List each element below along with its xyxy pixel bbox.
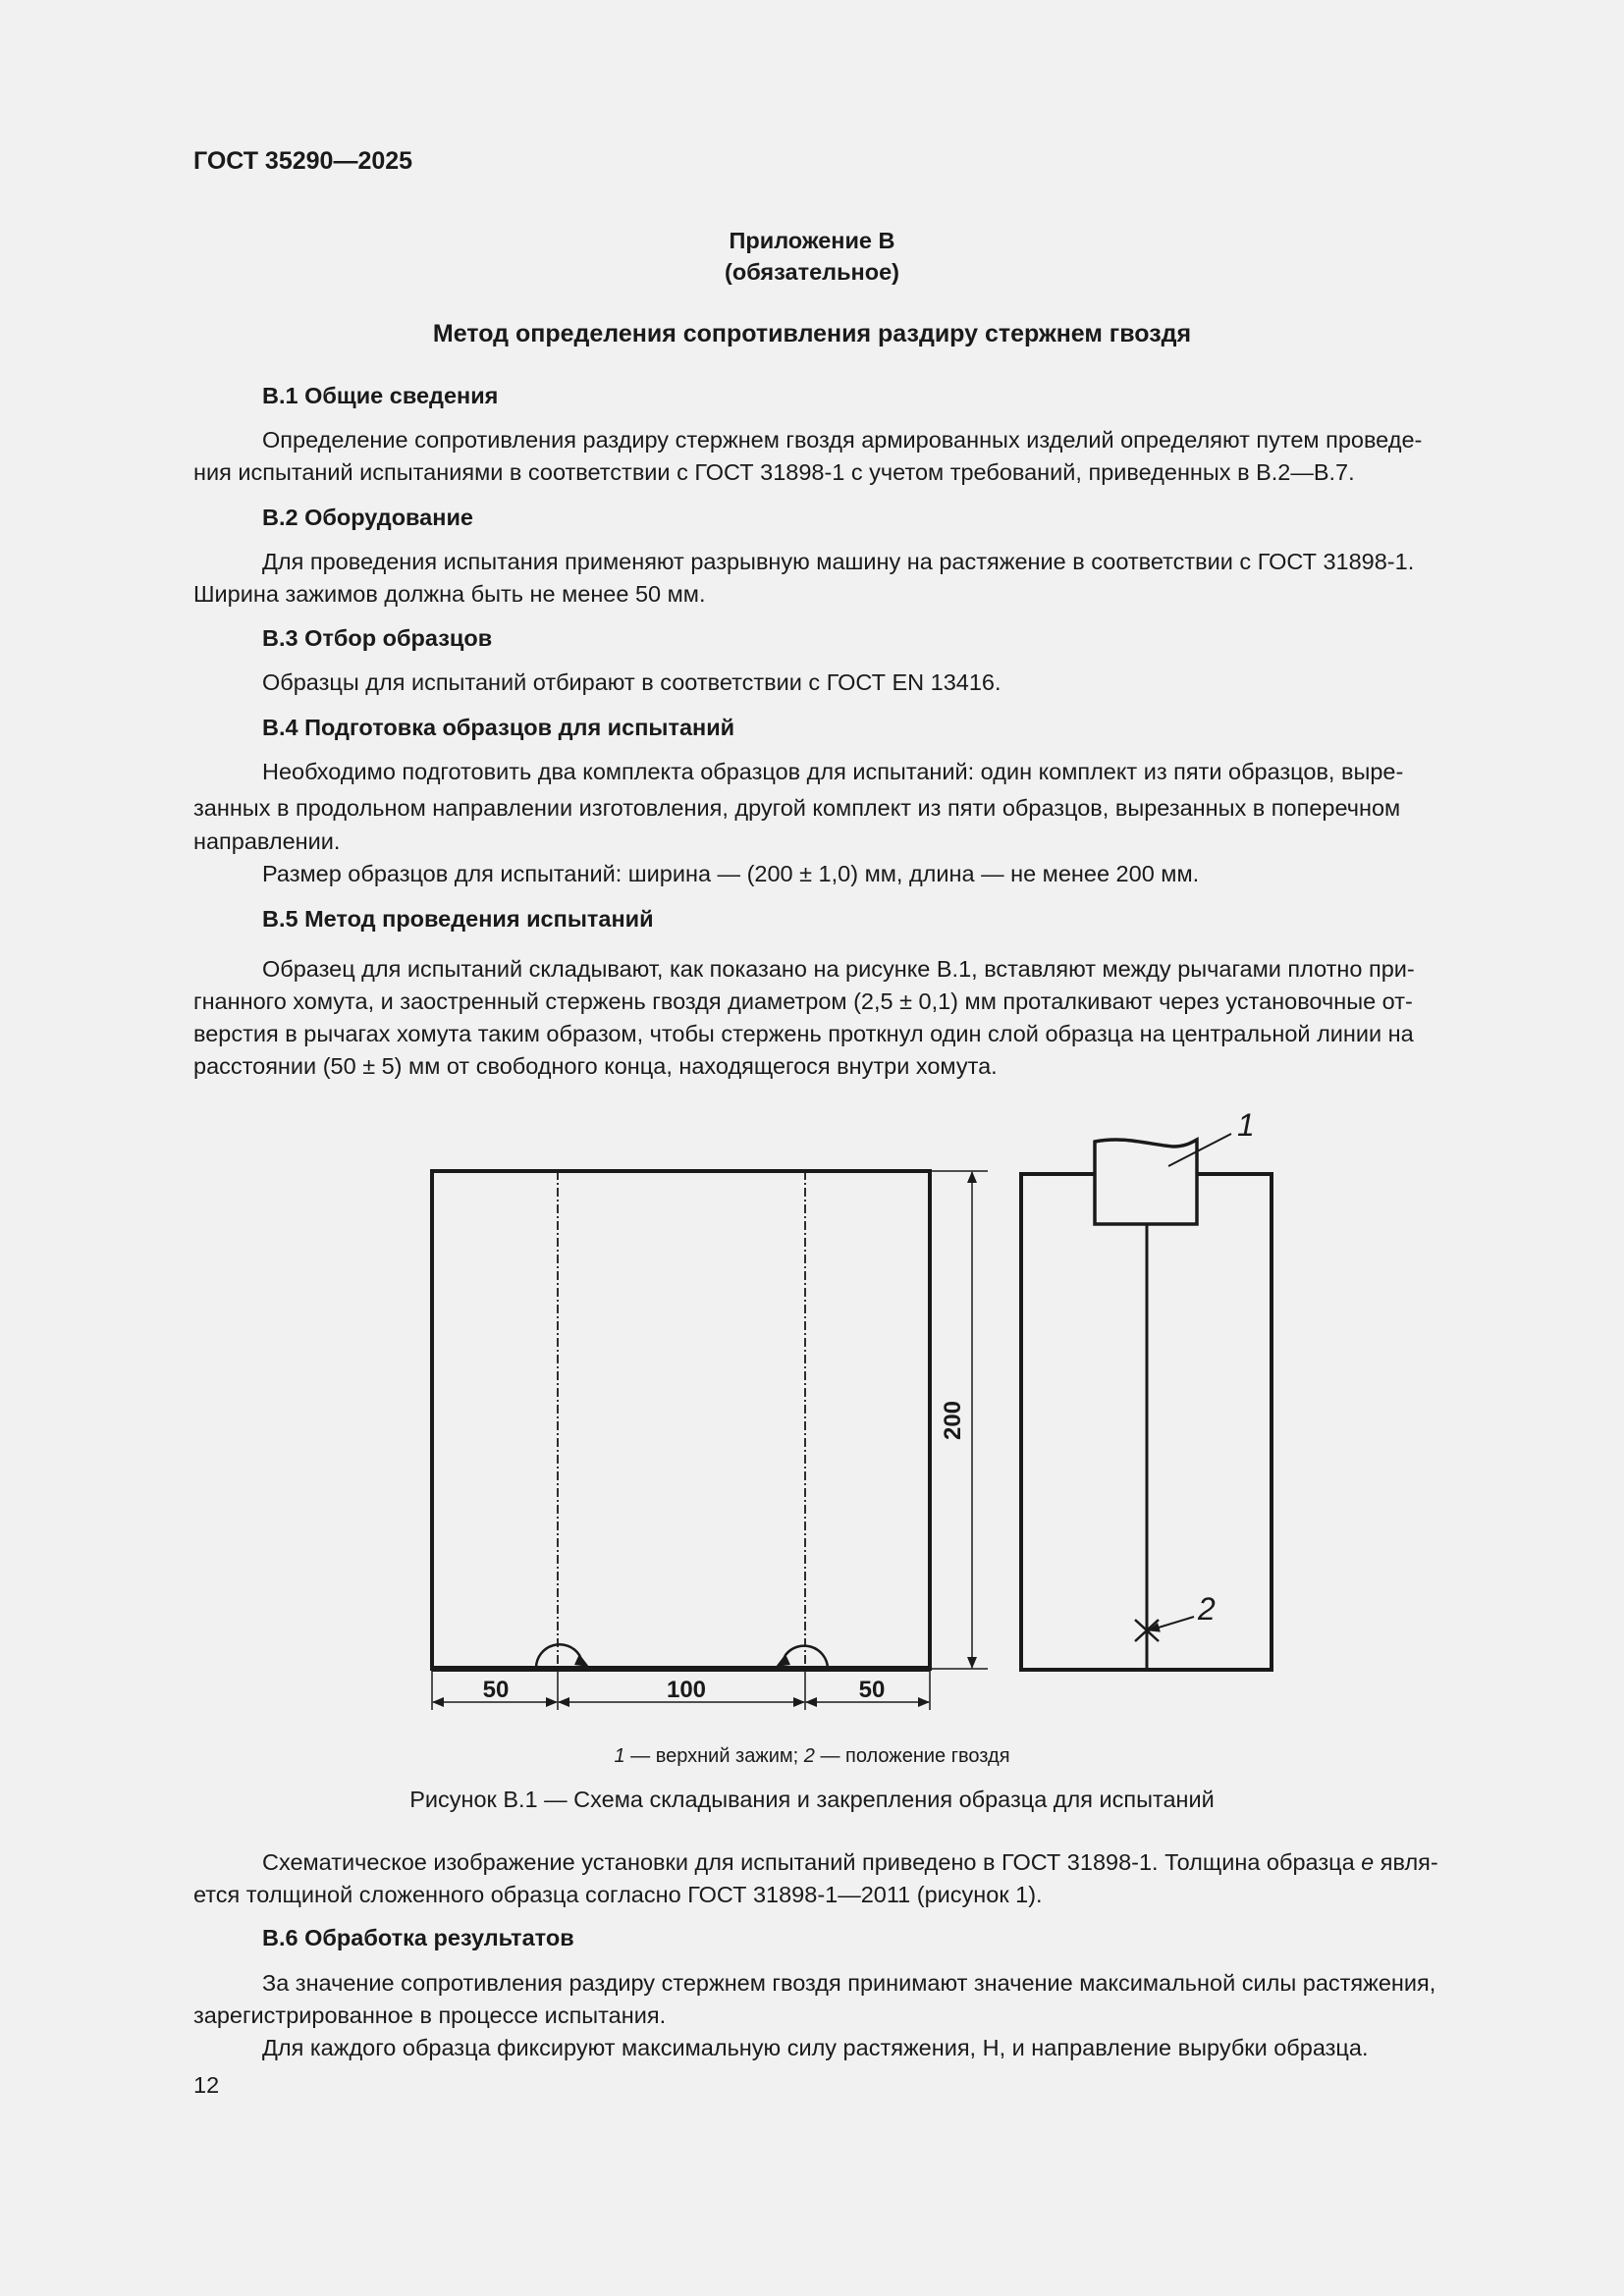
section-b1-title: В.1 Общие сведения bbox=[262, 383, 499, 408]
section-b5-p2-line-1 bbox=[193, 1846, 1507, 1879]
legend-number-1: 1 bbox=[614, 1745, 625, 1767]
figure-legend bbox=[0, 1740, 1624, 1773]
dim-label-right: 50 bbox=[858, 1677, 886, 1703]
section-b5-line-4: расстоянии (50 ± 5) мм от свободного конца, находящегося внутри хомута. bbox=[193, 1053, 998, 1079]
fold-arrow-right-head bbox=[776, 1654, 790, 1667]
section-b5-p2-text-a: Схематическое изображение установки для испытаний приведено в ГОСТ 31898-1. Толщина образца bbox=[262, 1849, 1362, 1875]
section-b5-p2-line-2: ется толщиной сложенного образца согласно ГОСТ 31898-1—2011 (рисунок 1). bbox=[193, 1882, 1043, 1907]
section-b5-p2-text-b: явля- bbox=[1374, 1849, 1438, 1875]
section-b3-text: Образцы для испытаний отбирают в соответствии с ГОСТ EN 13416. bbox=[262, 669, 1001, 695]
annex-status: (обязательное) bbox=[725, 259, 899, 285]
legend-text-1: — верхний зажим; bbox=[624, 1745, 804, 1767]
section-b5-line-1: Образец для испытаний складывают, как показано на рисунке В.1, вставляют между рычагами плотно при- bbox=[262, 956, 1415, 982]
section-b4-sample-size: Размер образцов для испытаний: ширина — (200 ± 1,0) мм, длина — не менее 200 мм. bbox=[262, 861, 1200, 886]
legend-number-2: 2 bbox=[803, 1745, 815, 1767]
fold-arrow-left-head bbox=[574, 1654, 589, 1667]
section-b2-line-2: Ширина зажимов должна быть не менее 50 мм. bbox=[193, 581, 706, 607]
upper-clamp bbox=[1095, 1140, 1197, 1224]
section-b5-title: В.5 Метод проведения испытаний bbox=[262, 906, 654, 932]
section-b5-line-3: верстия в рычагах хомута таким образом, чтобы стержень проткнул один слой образца на центральной линии на bbox=[193, 1021, 1414, 1046]
legend-text-2: — положение гвоздя bbox=[814, 1745, 1010, 1767]
section-b4-title: В.4 Подготовка образцов для испытаний bbox=[262, 715, 735, 740]
section-b6-line-2: зарегистрированное в процессе испытания. bbox=[193, 2002, 667, 2028]
annex-title: Приложение В bbox=[729, 228, 895, 253]
section-b6-line-1: За значение сопротивления раздиру стержнем гвоздя принимают значение максимальной силы растяжения, bbox=[262, 1970, 1436, 1996]
section-b2-line-1: Для проведения испытания применяют разрывную машину на растяжение в соответствии с ГОСТ 31898-1. bbox=[262, 549, 1415, 574]
section-b4-line-3: направлении. bbox=[193, 828, 341, 854]
section-b5-line-2: гнанного хомута, и заостренный стержень гвоздя диаметром (2,5 ± 0,1) мм проталкивают через установочные от- bbox=[193, 988, 1413, 1014]
label-1: 1 bbox=[1237, 1107, 1255, 1143]
section-b3-title: В.3 Отбор образцов bbox=[262, 625, 493, 651]
label-2: 2 bbox=[1198, 1591, 1216, 1627]
annex-heading: Метод определения сопротивления раздиру стержнем гвоздя bbox=[432, 320, 1192, 347]
section-b6-p2: Для каждого образца фиксируют максимальную силу растяжения, Н, и направление вырубки образца. bbox=[262, 2035, 1369, 2060]
section-b4-line-2: занных в продольном направлении изготовления, другой комплект из пяти образцов, вырезанных в поперечном bbox=[193, 795, 1401, 821]
dim-label-left: 50 bbox=[482, 1677, 510, 1703]
section-b6-title: В.6 Обработка результатов bbox=[262, 1925, 574, 1950]
document-id-header: ГОСТ 35290—2025 bbox=[193, 147, 413, 175]
dim-label-mid: 100 bbox=[666, 1677, 707, 1703]
dim-label-height: 200 bbox=[940, 1400, 966, 1441]
section-b1-line-1: Определение сопротивления раздиру стержнем гвоздя армированных изделий определяют путем проведе- bbox=[262, 427, 1423, 453]
thickness-variable: е bbox=[1361, 1849, 1375, 1875]
figure-caption: Рисунок В.1 — Схема складывания и закрепления образца для испытаний bbox=[409, 1787, 1215, 1812]
section-b2-title: В.2 Оборудование bbox=[262, 505, 473, 530]
page-number: 12 bbox=[193, 2072, 220, 2098]
specimen-outline bbox=[432, 1171, 930, 1669]
section-b4-line-1: Необходимо подготовить два комплекта образцов для испытаний: один комплект из пяти образцов, выре- bbox=[262, 759, 1404, 784]
section-b1-line-2: ния испытаний испытаниями в соответствии с ГОСТ 31898-1 с учетом требований, приведенных в В.2—В.7. bbox=[193, 459, 1355, 485]
